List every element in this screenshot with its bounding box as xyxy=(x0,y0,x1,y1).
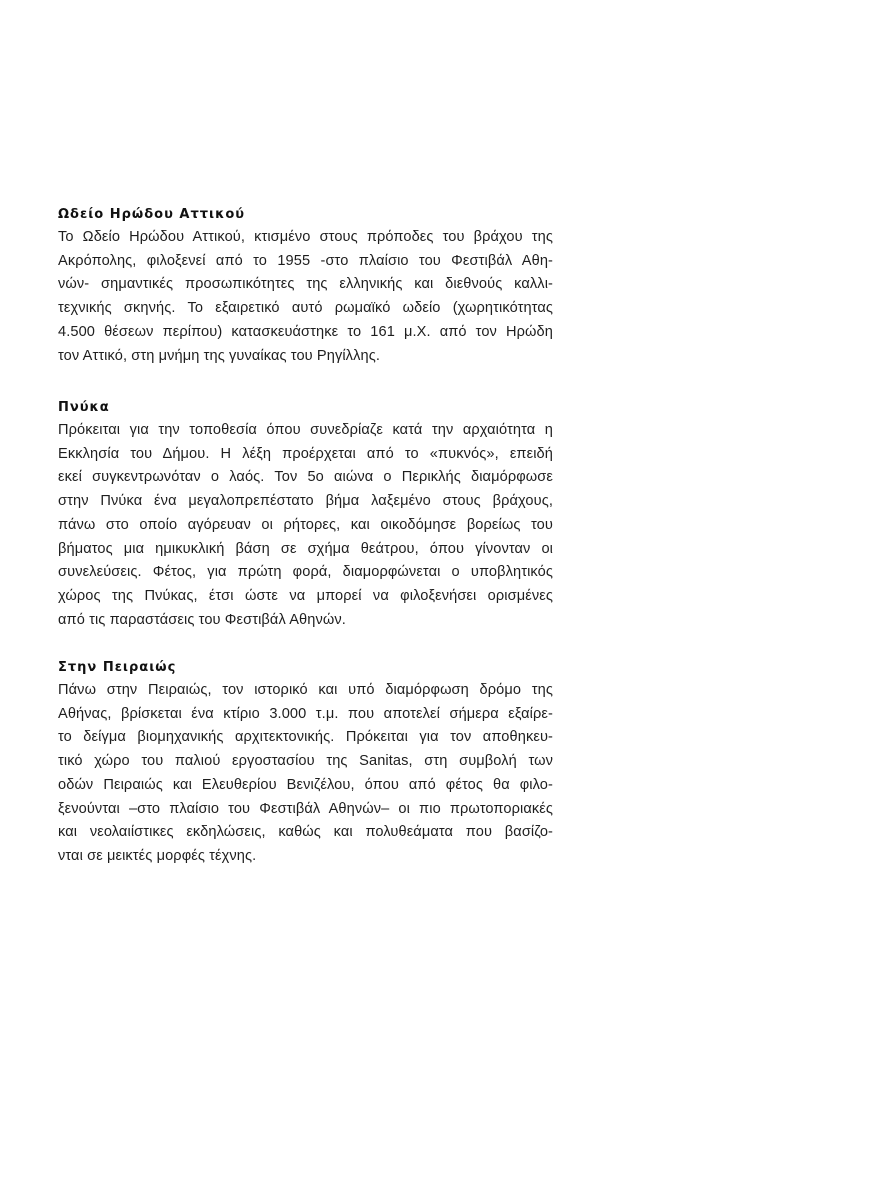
section-body xyxy=(58,419,553,632)
body-line: τικό χώρο του παλιού εργοστασίου της Sanitas, στη συμβολή των xyxy=(58,753,553,770)
body-line: Το Ωδείο Ηρώδου Αττικού, κτισμένο στους πρόποδες του βράχου της xyxy=(58,229,553,245)
section-title: Πνύκα xyxy=(58,400,110,415)
body-line: οδών Πειραιώς και Ελευθερίου Βενιζέλου, όπου από φέτος θα φιλο- xyxy=(58,776,553,793)
body-line: και νεολαιίστικες εκδηλώσεις, καθώς και πολυθεάματα που βασίζο- xyxy=(58,824,553,841)
body-line: Εκκλησία του Δήμου. Η λέξη προέρχεται από το «πυκνός», επειδή xyxy=(58,445,553,462)
body-line: βήματος μια ημικυκλική βάση σε σχήμα θεάτρου, όπου γίνονταν οι xyxy=(58,540,553,557)
body-line: ξενούνται –στο πλαίσιο του Φεστιβάλ Αθηνών– οι πιο πρωτοποριακές xyxy=(58,800,553,817)
body-line: Πάνω στην Πειραιώς, τον ιστορικό και υπό διαμόρφωση δρόμο της xyxy=(58,682,553,698)
body-line: τεχνικής σκηνής. Το εξαιρετικό αυτό ρωμαϊκό ωδείο (χωρητικότητας xyxy=(58,300,553,317)
body-line: Ακρόπολης, φιλοξενεί από το 1955 -στο πλαίσιο του Φεστιβάλ Αθη- xyxy=(58,252,553,269)
body-line: τον Αττικό, στη μνήμη της γυναίκας του Ρηγίλλης. xyxy=(58,347,380,364)
section-peiraios xyxy=(58,660,553,869)
section-odeion xyxy=(58,207,553,368)
body-line: το δείγμα βιομηχανικής αρχιτεκτονικής. Πρόκειται για τον αποθηκευ- xyxy=(58,729,553,746)
section-body xyxy=(58,226,553,368)
body-line: εκεί συγκεντρωνόταν ο λαός. Τον 5ο αιώνα ο Περικλής διαμόρφωσε xyxy=(58,469,553,486)
section-title: Στην Πειραιώς xyxy=(58,660,177,675)
body-line: πάνω στο οποίο αγόρευαν οι ρήτορες, και οικοδόμησε βορείως του xyxy=(58,516,553,533)
body-line: Πρόκειται για την τοποθεσία όπου συνεδρίαζε κατά την αρχαιότητα η xyxy=(58,422,553,438)
body-line: στην Πνύκα ένα μεγαλοπρεπέστατο βήμα λαξεμένο στους βράχους, xyxy=(58,493,553,510)
body-line: νται σε μεικτές μορφές τέχνης. xyxy=(58,847,257,864)
body-line: χώρος της Πνύκας, έτσι ώστε να μπορεί να φιλοξενήσει ορισμένες xyxy=(58,587,553,604)
body-line: συνελεύσεις. Φέτος, για πρώτη φορά, διαμορφώνεται ο υποβλητικός xyxy=(58,564,553,581)
body-line: Αθήνας, βρίσκεται ένα κτίριο 3.000 τ.μ. που αποτελεί σήμερα εξαίρε- xyxy=(58,705,553,722)
body-line: 4.500 θέσεων περίπου) κατασκευάστηκε το 161 μ.Χ. από τον Ηρώδη xyxy=(58,323,553,340)
section-body xyxy=(58,679,553,869)
body-line: από τις παραστάσεις του Φεστιβάλ Αθηνών. xyxy=(58,611,346,628)
section-title: Ωδείο Ηρώδου Αττικού xyxy=(58,207,246,222)
body-line: νών- σημαντικές προσωπικότητες της ελληνικής και διεθνούς καλλι- xyxy=(58,276,553,293)
section-pnyx xyxy=(58,400,553,632)
